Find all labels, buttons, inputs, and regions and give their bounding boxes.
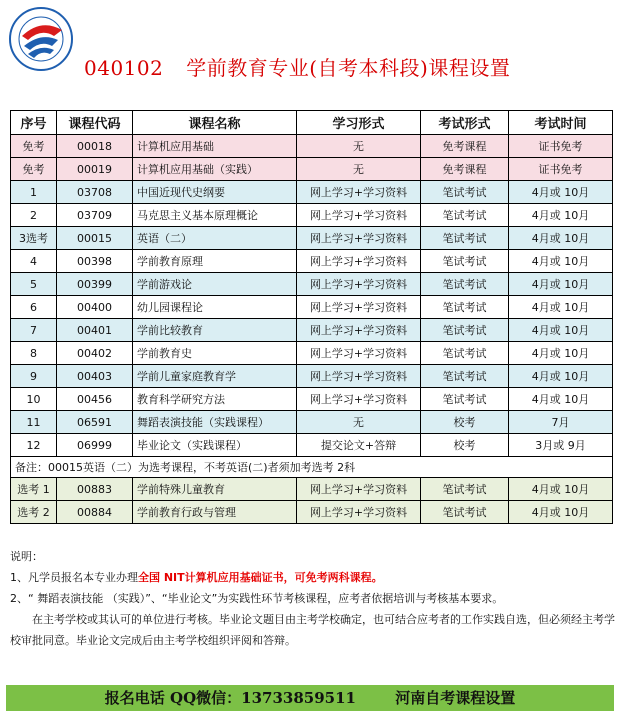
row-number: 12 (11, 434, 57, 457)
column-header: 课程名称 (133, 111, 297, 135)
study-mode: 提交论文+答辩 (297, 434, 421, 457)
exam-type: 笔试考试 (421, 319, 509, 342)
course-code: 00401 (57, 319, 133, 342)
column-header: 序号 (11, 111, 57, 135)
exam-type: 笔试考试 (421, 250, 509, 273)
course-name: 学前比较教育 (133, 319, 297, 342)
exam-type: 免考课程 (421, 135, 509, 158)
university-seal-logo (8, 6, 74, 72)
exam-type: 校考 (421, 434, 509, 457)
exam-time: 4月或 10月 (509, 273, 613, 296)
row-number: 5 (11, 273, 57, 296)
notes-section (10, 546, 616, 651)
row-number: 7 (11, 319, 57, 342)
row-number: 8 (11, 342, 57, 365)
exam-type: 免考课程 (421, 158, 509, 181)
note-item-1 (10, 567, 616, 588)
course-name: 计算机应用基础 (133, 135, 297, 158)
table-row (11, 342, 613, 365)
table-row (11, 250, 613, 273)
course-name: 毕业论文（实践课程） (133, 434, 297, 457)
course-name: 学前游戏论 (133, 273, 297, 296)
major-code: 040102 (84, 56, 164, 80)
exam-time: 证书免考 (509, 158, 613, 181)
note-item-1-text: 1、凡学员报名本专业办理 (10, 571, 138, 584)
footer-contact: 报名电话 QQ微信：13733859511 (104, 689, 356, 707)
study-mode: 网上学习+学习资料 (297, 181, 421, 204)
study-mode: 网上学习+学习资料 (297, 388, 421, 411)
elective-row (11, 478, 613, 501)
course-table (10, 110, 613, 524)
course-name: 学前教育行政与管理 (133, 501, 297, 524)
course-code: 00456 (57, 388, 133, 411)
table-row (11, 181, 613, 204)
column-header: 考试时间 (509, 111, 613, 135)
row-number: 3选考 (11, 227, 57, 250)
note-item-3: 在主考学校或其认可的单位进行考核。毕业论文题目由主考学校确定，也可结合应考者的工作实践自选，但必须经主考学校审批同意。毕业论文完成后由主考学校组织评阅和答辩。 (10, 613, 615, 647)
exam-time: 4月或 10月 (509, 250, 613, 273)
exam-type: 笔试考试 (421, 181, 509, 204)
exam-time: 3月或 9月 (509, 434, 613, 457)
study-mode: 无 (297, 411, 421, 434)
study-mode: 网上学习+学习资料 (297, 365, 421, 388)
table-row (11, 204, 613, 227)
course-code: 00883 (57, 478, 133, 501)
course-name: 计算机应用基础（实践） (133, 158, 297, 181)
course-name: 教育科学研究方法 (133, 388, 297, 411)
table-row (11, 365, 613, 388)
study-mode: 网上学习+学习资料 (297, 227, 421, 250)
exam-time: 4月或 10月 (509, 478, 613, 501)
note-item-2: 2、“ 舞蹈表演技能 （实践）”、“毕业论文”为实践性环节考核课程，应考者依据培训与考核基本要求。 (10, 592, 504, 605)
table-row (11, 227, 613, 250)
row-number: 1 (11, 181, 57, 204)
study-mode: 网上学习+学习资料 (297, 501, 421, 524)
course-code: 00019 (57, 158, 133, 181)
exam-type: 笔试考试 (421, 478, 509, 501)
course-code: 00884 (57, 501, 133, 524)
exam-type: 笔试考试 (421, 388, 509, 411)
course-code: 00403 (57, 365, 133, 388)
major-title: 学前教育专业(自考本科段)课程设置 (186, 56, 511, 80)
study-mode: 网上学习+学习资料 (297, 250, 421, 273)
course-code: 00399 (57, 273, 133, 296)
course-name: 学前特殊儿童教育 (133, 478, 297, 501)
exam-time: 4月或 10月 (509, 365, 613, 388)
course-code: 00018 (57, 135, 133, 158)
study-mode: 无 (297, 158, 421, 181)
course-code: 03709 (57, 204, 133, 227)
exam-time: 4月或 10月 (509, 296, 613, 319)
exam-time: 证书免考 (509, 135, 613, 158)
remark-row (11, 457, 613, 478)
course-name: 英语（二） (133, 227, 297, 250)
page-title (84, 52, 510, 81)
row-number: 9 (11, 365, 57, 388)
course-code: 06591 (57, 411, 133, 434)
row-number: 4 (11, 250, 57, 273)
exam-time: 4月或 10月 (509, 227, 613, 250)
study-mode: 网上学习+学习资料 (297, 319, 421, 342)
remark-text: 备注：00015英语（二）为选考课程，不考英语(二)者须加考选考 2科 (11, 457, 613, 478)
study-mode: 网上学习+学习资料 (297, 478, 421, 501)
row-number: 选考 1 (11, 478, 57, 501)
exam-type: 笔试考试 (421, 342, 509, 365)
course-name: 学前教育原理 (133, 250, 297, 273)
row-number: 选考 2 (11, 501, 57, 524)
row-number: 10 (11, 388, 57, 411)
exam-type: 笔试考试 (421, 296, 509, 319)
exam-time: 4月或 10月 (509, 204, 613, 227)
exam-time: 4月或 10月 (509, 181, 613, 204)
table-row (11, 319, 613, 342)
study-mode: 网上学习+学习资料 (297, 273, 421, 296)
contact-footer (6, 685, 614, 711)
exam-type: 校考 (421, 411, 509, 434)
table-row (11, 273, 613, 296)
row-number: 2 (11, 204, 57, 227)
course-name: 幼儿园课程论 (133, 296, 297, 319)
course-name: 舞蹈表演技能（实践课程） (133, 411, 297, 434)
exam-type: 笔试考试 (421, 273, 509, 296)
course-code: 00402 (57, 342, 133, 365)
table-row (11, 296, 613, 319)
elective-row (11, 501, 613, 524)
exam-time: 4月或 10月 (509, 319, 613, 342)
table-row (11, 135, 613, 158)
column-header: 课程代码 (57, 111, 133, 135)
course-name: 马克思主义基本原理概论 (133, 204, 297, 227)
note-item-1-highlight: 全国 NIT计算机应用基础证书，可免考两科课程。 (138, 571, 383, 584)
exam-type: 笔试考试 (421, 204, 509, 227)
exam-type: 笔试考试 (421, 227, 509, 250)
study-mode: 网上学习+学习资料 (297, 204, 421, 227)
exam-time: 7月 (509, 411, 613, 434)
footer-org: 河南自考课程设置 (395, 689, 516, 707)
exam-time: 4月或 10月 (509, 342, 613, 365)
table-header-row (11, 111, 613, 135)
table-row (11, 411, 613, 434)
column-header: 学习形式 (297, 111, 421, 135)
study-mode: 无 (297, 135, 421, 158)
column-header: 考试形式 (421, 111, 509, 135)
course-code: 03708 (57, 181, 133, 204)
notes-heading: 说明： (10, 550, 43, 563)
row-number: 6 (11, 296, 57, 319)
exam-time: 4月或 10月 (509, 388, 613, 411)
study-mode: 网上学习+学习资料 (297, 342, 421, 365)
table-row (11, 434, 613, 457)
exam-time: 4月或 10月 (509, 501, 613, 524)
table-row (11, 158, 613, 181)
course-name: 学前教育史 (133, 342, 297, 365)
exam-type: 笔试考试 (421, 365, 509, 388)
row-number: 免考 (11, 135, 57, 158)
table-row (11, 388, 613, 411)
course-code: 00400 (57, 296, 133, 319)
course-name: 学前儿童家庭教育学 (133, 365, 297, 388)
course-name: 中国近现代史纲要 (133, 181, 297, 204)
course-code: 00398 (57, 250, 133, 273)
row-number: 11 (11, 411, 57, 434)
study-mode: 网上学习+学习资料 (297, 296, 421, 319)
course-code: 06999 (57, 434, 133, 457)
exam-type: 笔试考试 (421, 501, 509, 524)
row-number: 免考 (11, 158, 57, 181)
course-code: 00015 (57, 227, 133, 250)
